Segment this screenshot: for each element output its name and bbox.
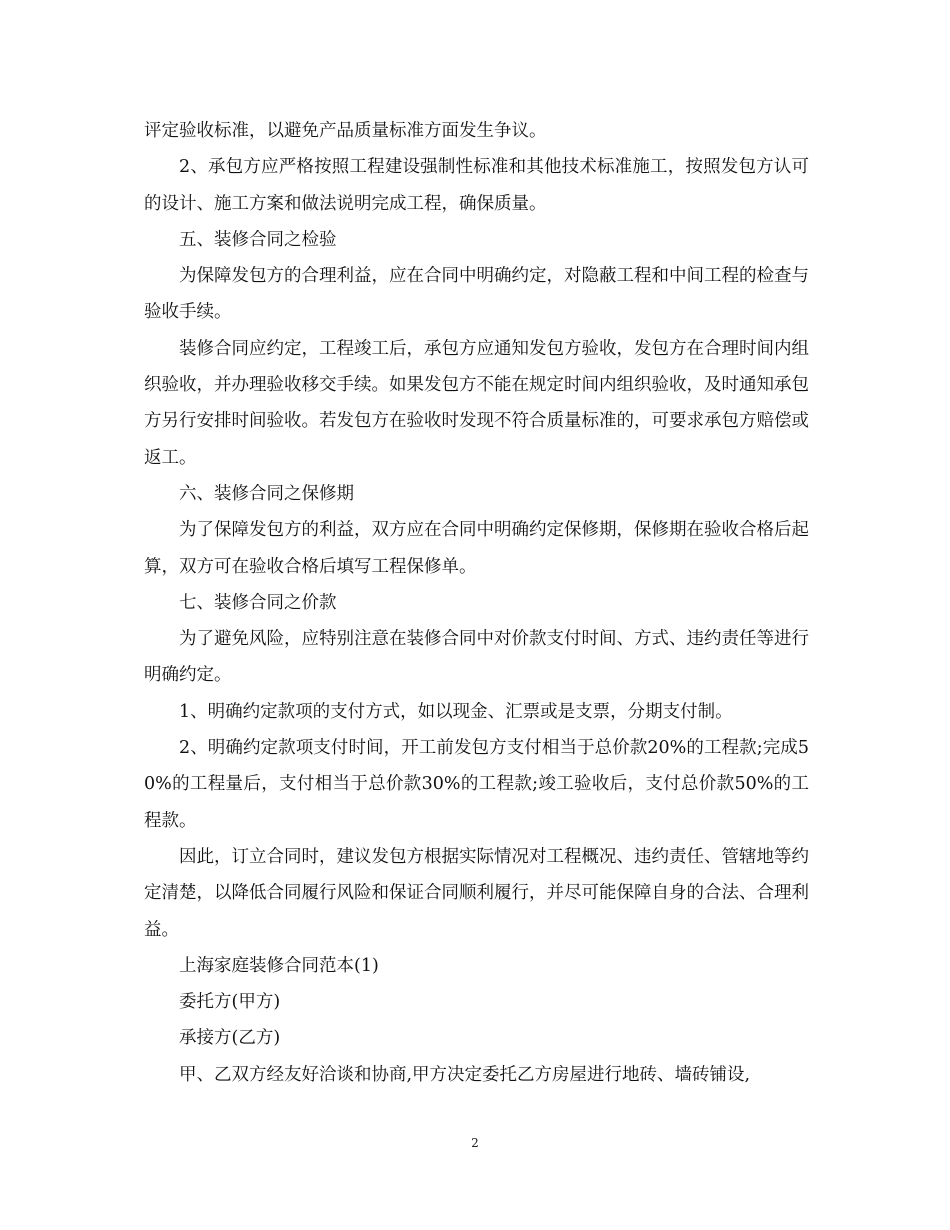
body-paragraph: 1、明确约定款项的支付方式，如以现金、汇票或是支票，分期支付制。 — [179, 701, 733, 722]
body-paragraph: 为了避免风险，应特别注意在装修合同中对价款支付时间、方式、违约责任等进行明确约定。 — [144, 629, 809, 686]
section-heading: 七、装修合同之价款 — [179, 592, 337, 613]
body-paragraph: 评定验收标准，以避免产品质量标准方面发生争议。 — [144, 121, 547, 141]
section-heading: 承接方(乙方) — [179, 1028, 281, 1049]
document-body — [144, 113, 809, 1093]
section-heading: 上海家庭装修合同范本(1) — [179, 955, 379, 976]
body-paragraph: 因此，订立合同时，建议发包方根据实际情况对工程概况、违约责任、管辖地等约定清楚，以降低合同履行风险和保证合同顺利履行，并尽可能保障自身的合法、合理利益。 — [144, 846, 809, 940]
body-paragraph: 2、明确约定款项支付时间，开工前发包方支付相当于总价款20%的工程款;完成50%的工程量后，支付相当于总价款30%的工程款;竣工验收后，支付总价款50%的工程款。 — [144, 738, 809, 831]
page-number: 2 — [471, 1136, 479, 1150]
body-paragraph: 装修合同应约定，工程竣工后，承包方应通知发包方验收，发包方在合理时间内组织验收，并办理验收移交手续。如果发包方不能在规定时间内组织验收，及时通知承包方另行安排时间验收。若发包方在验收时发现不符合质量标准的，可要求承包方赔偿或返工。 — [144, 338, 809, 468]
section-heading: 六、装修合同之保修期 — [179, 483, 354, 504]
section-heading: 委托方(甲方) — [179, 992, 281, 1013]
section-heading: 五、装修合同之检验 — [179, 229, 337, 250]
body-paragraph: 甲、乙双方经友好洽谈和协商,甲方决定委托乙方房屋进行地砖、墙砖铺设, — [179, 1064, 751, 1085]
body-paragraph: 为保障发包方的合理利益，应在合同中明确约定，对隐蔽工程和中间工程的检查与验收手续。 — [144, 266, 809, 323]
body-paragraph: 为了保障发包方的利益，双方应在合同中明确约定保修期，保修期在验收合格后起算，双方可在验收合格后填写工程保修单。 — [144, 520, 809, 577]
body-paragraph: 2、承包方应严格按照工程建设强制性标准和其他技术标准施工，按照发包方认可的设计、施工方案和做法说明完成工程，确保质量。 — [144, 157, 809, 214]
